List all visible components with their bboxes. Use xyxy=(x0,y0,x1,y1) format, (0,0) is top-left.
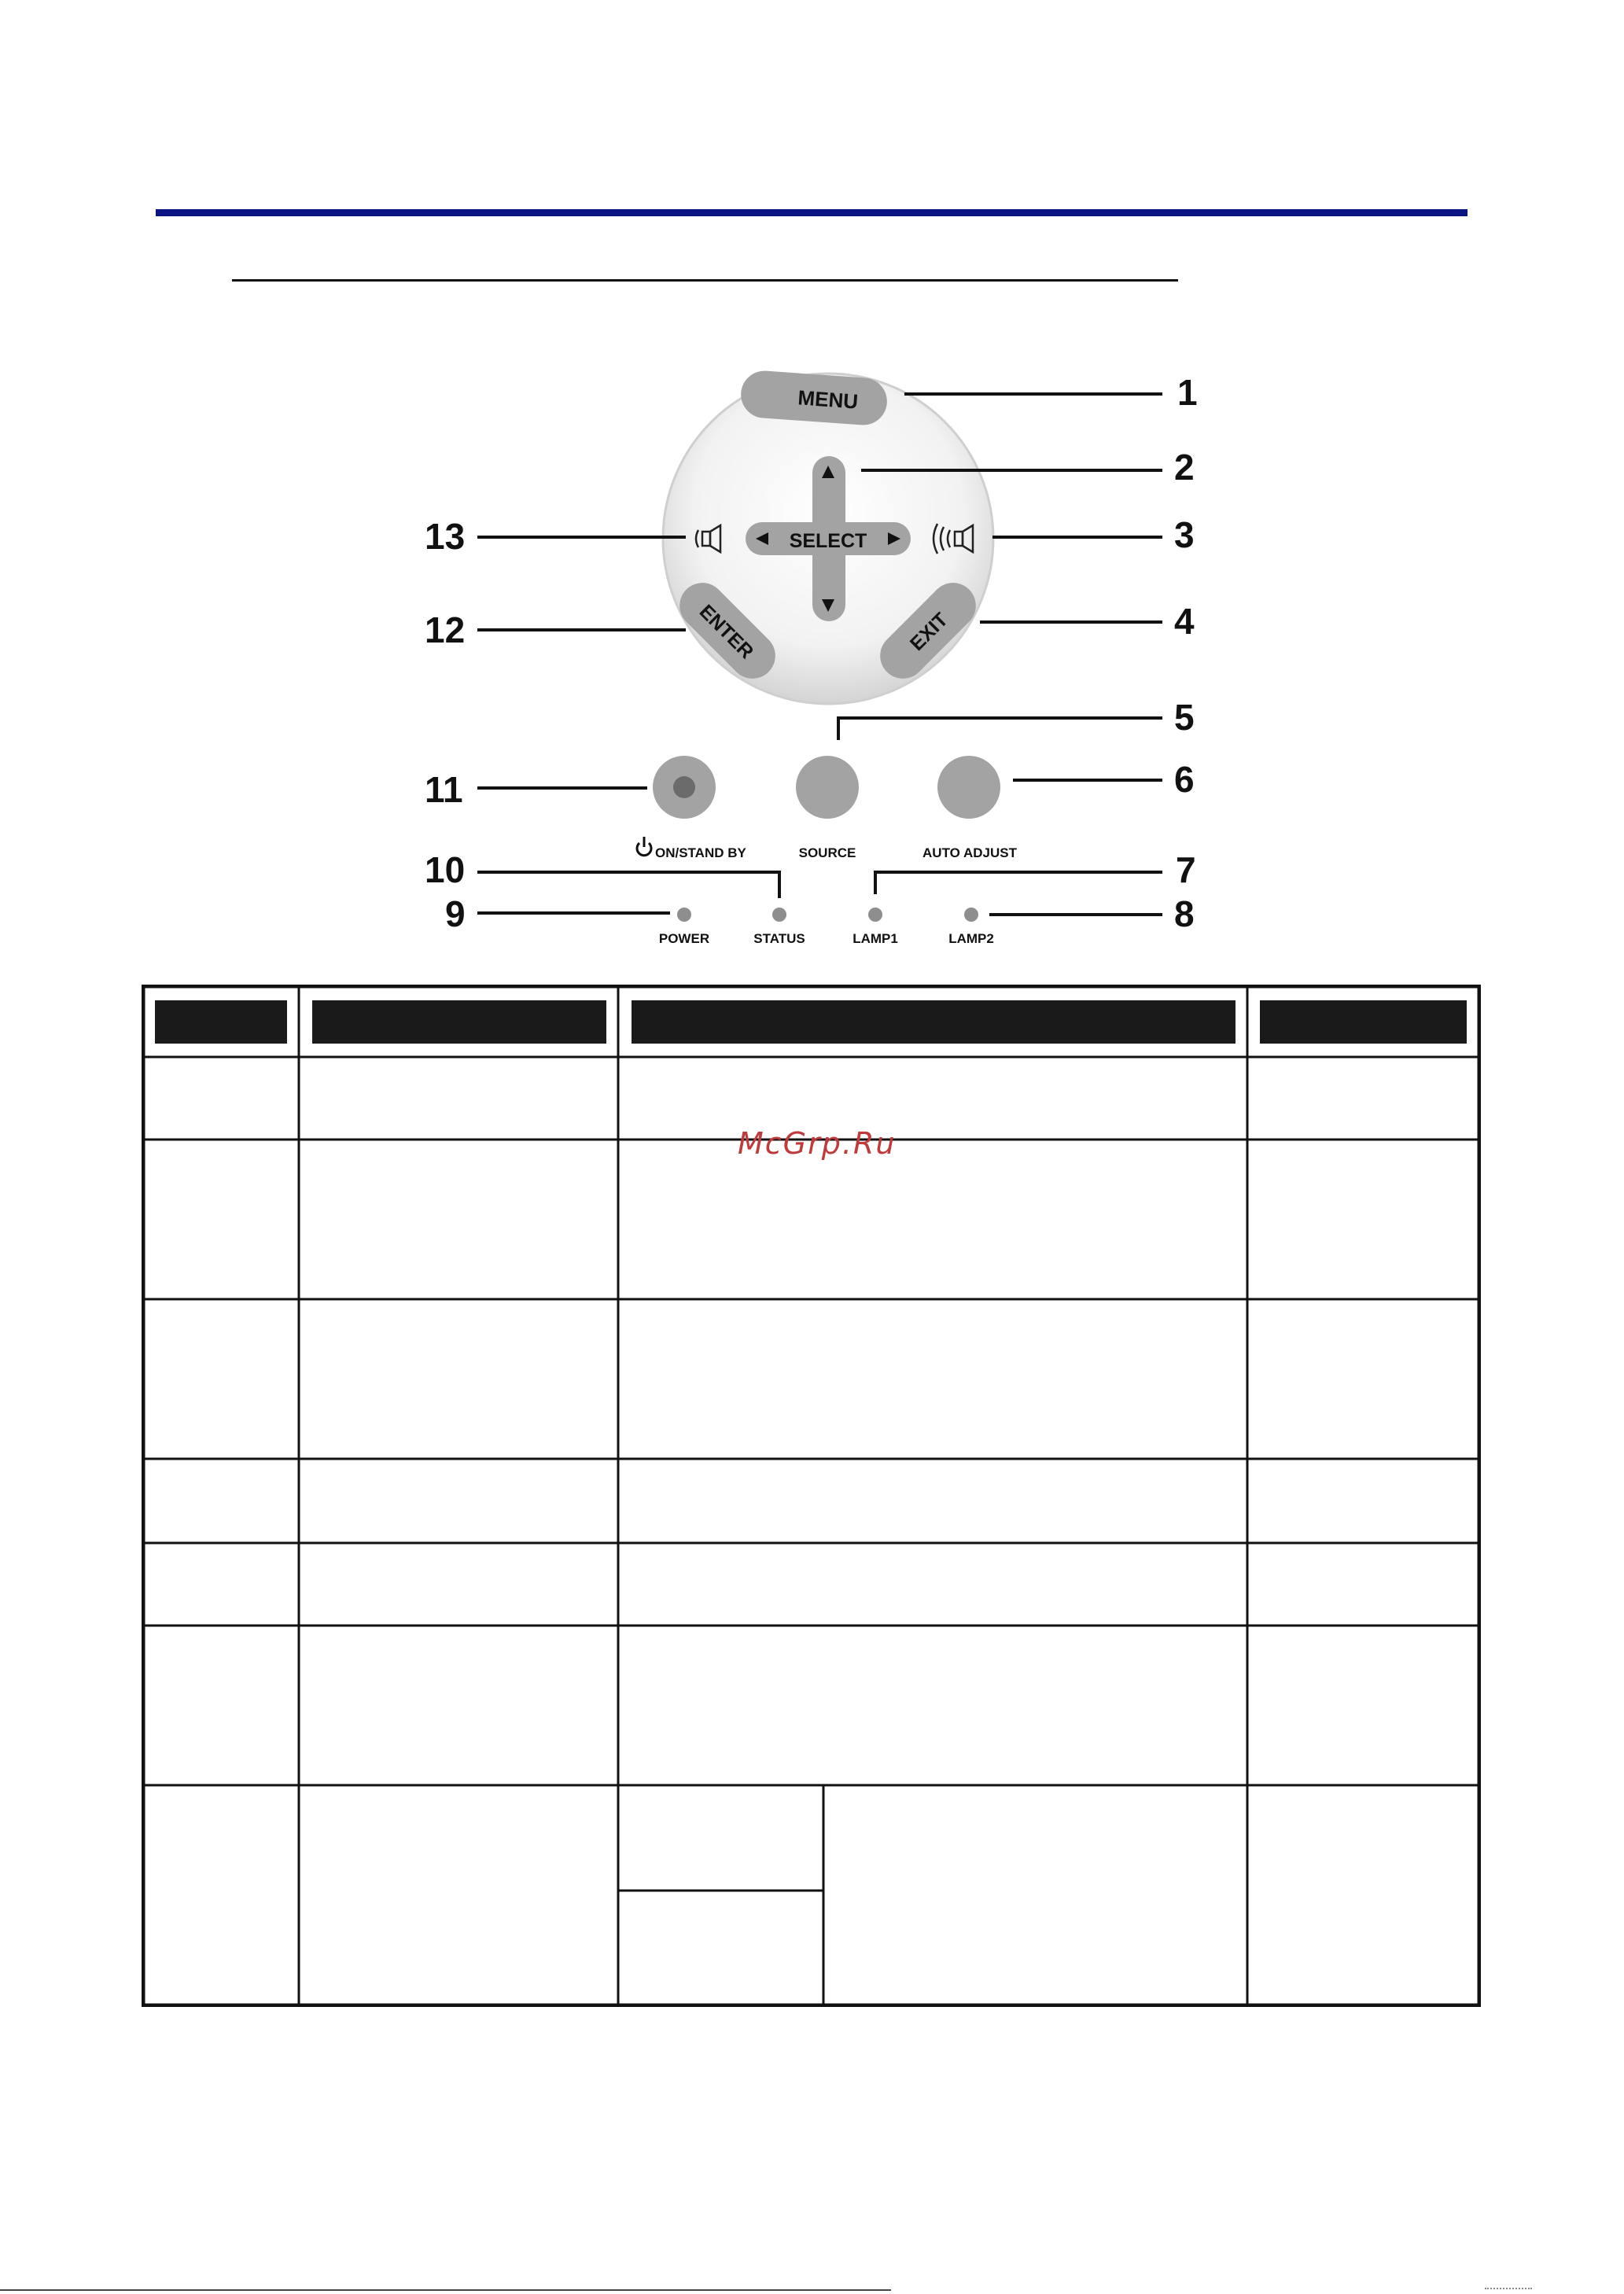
power-button[interactable] xyxy=(653,756,716,819)
lamp1-led-label: LAMP1 xyxy=(853,931,898,946)
status-led xyxy=(772,908,786,922)
exit-label: EXIT xyxy=(905,608,952,655)
callout-5: 5 xyxy=(1174,697,1195,738)
menu-label: MENU xyxy=(797,385,860,414)
enter-label: ENTER xyxy=(694,600,758,664)
power-button-label: ON/STAND BY xyxy=(655,845,746,860)
lamp2-led-label: LAMP2 xyxy=(948,931,994,946)
table-header-cell-1 xyxy=(155,1000,287,1044)
lamp1-led xyxy=(868,908,882,922)
footer-rule xyxy=(0,2289,891,2291)
callout-11: 11 xyxy=(425,769,463,810)
callout-10: 10 xyxy=(425,849,466,890)
select-label: SELECT xyxy=(789,530,867,552)
power-led xyxy=(677,908,691,922)
watermark: McGrp.Ru xyxy=(738,1126,897,1161)
control-panel-diagram xyxy=(0,0,1624,975)
auto-adjust-button-label: AUTO ADJUST xyxy=(922,845,1017,860)
table-header-cell-3 xyxy=(632,1000,1235,1044)
power-icon xyxy=(637,837,651,856)
source-button[interactable] xyxy=(796,756,859,819)
callout-7: 7 xyxy=(1176,849,1196,890)
table-header-cell-4 xyxy=(1260,1000,1467,1044)
callout-6: 6 xyxy=(1174,759,1195,800)
table-header-cell-2 xyxy=(312,1000,606,1044)
callout-8: 8 xyxy=(1174,893,1195,934)
callout-3: 3 xyxy=(1174,514,1195,555)
callout-9: 9 xyxy=(445,893,466,934)
power-led-label: POWER xyxy=(658,931,710,946)
auto-adjust-button[interactable] xyxy=(937,756,1000,819)
callout-4: 4 xyxy=(1174,601,1195,642)
source-button-label: SOURCE xyxy=(798,845,856,860)
callout-1: 1 xyxy=(1177,372,1198,413)
lamp2-led xyxy=(964,908,978,922)
callout-13: 13 xyxy=(425,516,466,557)
footer-mark xyxy=(1485,2288,1532,2292)
status-led-label: STATUS xyxy=(753,931,805,946)
callout-2: 2 xyxy=(1174,447,1195,488)
callout-12: 12 xyxy=(425,609,466,650)
